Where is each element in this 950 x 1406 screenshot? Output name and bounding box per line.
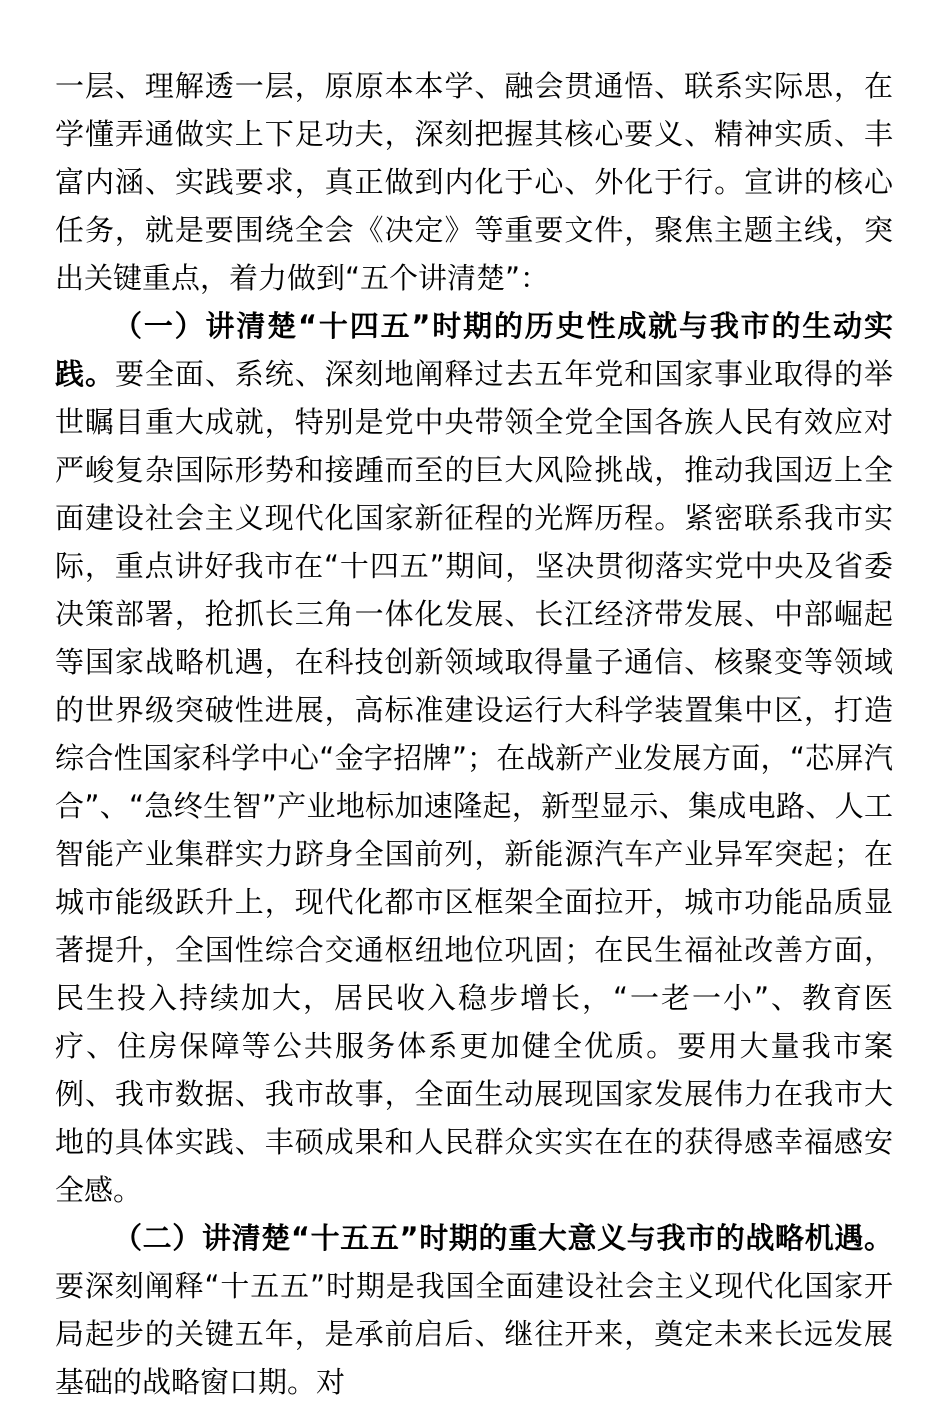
section-two-heading: （二）讲清楚“十五五”时期的重大意义与我市的战略机遇。 (113, 1221, 893, 1255)
paragraph-section-two (55, 1214, 893, 1406)
section-two-text: 要深刻阐释“十五五”时期是我国全面建设社会主义现代化国家开局起步的关键五年，是承前启后、继往开来，奠定未来长远发展基础的战略窗口期。对 (55, 1269, 893, 1399)
paragraph-continued-opening: 一层、理解透一层，原原本本学、融会贯通悟、联系实际思，在学懂弄通做实上下足功夫，深刻把握其核心要义、精神实质、丰富内涵、实践要求，真正做到内化于心、外化于行。宣讲的核心任务，就是要围绕全会《决定》等重要文件，聚焦主题主线，突出关键重点，着力做到“五个讲清楚”： (55, 69, 893, 295)
section-one-text: 要全面、系统、深刻地阐释过去五年党和国家事业取得的举世瞩目重大成就，特别是党中央带领全党全国各族人民有效应对严峻复杂国际形势和接踵而至的巨大风险挑战，推动我国迈上全面建设社会主义现代化国家新征程的光辉历程。紧密联系我市实际，重点讲好我市在“十四五”期间，坚决贯彻落实党中央及省委决策部署，抢抓长三角一体化发展、长江经济带发展、中部崛起等国家战略机遇，在科技创新领域取得量子通信、核聚变等领域的世界级突破性进展，高标准建设运行大科学装置集中区，打造综合性国家科学中心“金字招牌”；在战新产业发展方面，“芯屏汽合”、“急终生智”产业地标加速隆起，新型显示、集成电路、人工智能产业集群实力跻身全国前列，新能源汽车产业异军突起；在城市能级跃升上，现代化都市区框架全面拉开，城市功能品质显著提升，全国性综合交通枢纽地位巩固；在民生福祉改善方面，民生投入持续加大，居民收入稳步增长，“一老一小”、教育医疗、住房保障等公共服务体系更加健全优质。要用大量我市案例、我市数据、我市故事，全面生动展现国家发展伟力在我市大地的具体实践、丰硕成果和人民群众实实在在的获得感幸福感安全感。 (55, 357, 893, 1207)
document-body (55, 62, 893, 1406)
paragraph-section-one (55, 302, 893, 1214)
section-one-heading: （一）讲清楚“十四五”时期的历史性成就与我市的生动实践。 (55, 309, 893, 391)
